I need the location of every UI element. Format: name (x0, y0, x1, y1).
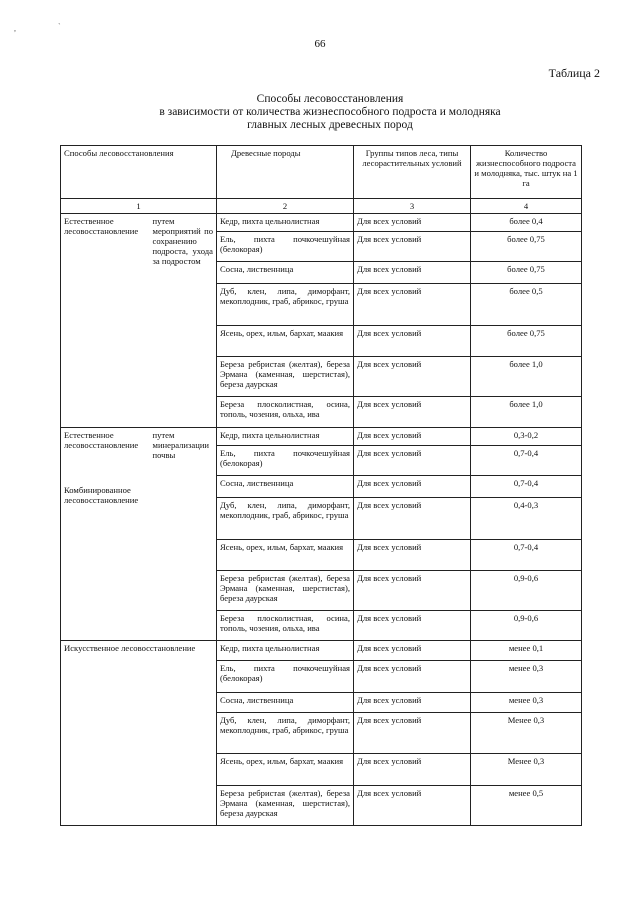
quantity-cell: более 0,4 (471, 214, 582, 232)
method-label: Естественное лесовосстановление (64, 430, 139, 450)
conditions-cell: Для всех условий (354, 428, 471, 446)
method-extra-label: Комбинированное лесовосстановление (64, 485, 139, 505)
scan-speck: ` (58, 22, 61, 31)
conditions-cell: Для всех условий (354, 661, 471, 693)
quantity-cell: более 0,75 (471, 262, 582, 284)
method-label: Естественное лесовосстановление (64, 216, 139, 236)
quantity-cell: Менее 0,3 (471, 713, 582, 754)
species-cell: Дуб, клен, липа, диморфант, мекоплодник, граб, абрикос, груша (217, 498, 354, 540)
column-number: 3 (354, 199, 471, 214)
quantity-cell: более 0,75 (471, 326, 582, 357)
species-cell: Береза плосколистная, осина, тополь, чозения, ольха, ива (217, 397, 354, 428)
species-cell: Дуб, клен, липа, диморфант, мекоплодник, граб, абрикос, груша (217, 284, 354, 326)
conditions-cell: Для всех условий (354, 693, 471, 713)
method-cell: Искусственное лесовосстановление (61, 641, 217, 826)
species-cell: Ель, пихта почкочешуйная (белокорая) (217, 446, 354, 476)
conditions-cell: Для всех условий (354, 571, 471, 611)
species-cell: Ель, пихта почкочешуйная (белокорая) (217, 232, 354, 262)
table-row (61, 641, 582, 661)
column-number: 2 (217, 199, 354, 214)
table-label: Таблица 2 (548, 66, 600, 80)
header-row (61, 146, 582, 199)
species-cell: Сосна, лиственница (217, 262, 354, 284)
conditions-cell: Для всех условий (354, 397, 471, 428)
species-cell: Кедр, пихта цельнолистная (217, 641, 354, 661)
species-cell: Береза ребристая (желтая), береза Эрмана (каменная, шерстистая), береза даурская (217, 786, 354, 826)
column-number-row (61, 199, 582, 214)
species-cell: Ясень, орех, ильм, бархат, маакия (217, 540, 354, 571)
conditions-cell: Для всех условий (354, 357, 471, 397)
quantity-cell: 0,9-0,6 (471, 571, 582, 611)
quantity-cell: менее 0,3 (471, 693, 582, 713)
header-quantity: Количество жизнеспособного подроста и молодняка, тыс. штук на 1 га (471, 146, 582, 199)
conditions-cell: Для всех условий (354, 786, 471, 826)
sub-method-cell: путем минерализации почвы (150, 428, 217, 641)
reforestation-table (60, 145, 582, 826)
scan-speck: , (14, 24, 16, 33)
table-row (61, 428, 582, 446)
conditions-cell: Для всех условий (354, 498, 471, 540)
species-cell: Сосна, лиственница (217, 476, 354, 498)
method-cell (61, 428, 150, 641)
quantity-cell: 0,4-0,3 (471, 498, 582, 540)
table-title (60, 93, 600, 132)
quantity-cell: 0,7-0,4 (471, 476, 582, 498)
quantity-cell: 0,3-0,2 (471, 428, 582, 446)
quantity-cell: более 0,75 (471, 232, 582, 262)
quantity-cell: 0,9-0,6 (471, 611, 582, 641)
table-row (61, 214, 582, 232)
conditions-cell: Для всех условий (354, 641, 471, 661)
quantity-cell: более 1,0 (471, 397, 582, 428)
conditions-cell: Для всех условий (354, 326, 471, 357)
title-line: Способы лесовосстановления (256, 93, 404, 105)
sub-method-cell: путем мероприятий по сохранению подроста, ухода за подростом (150, 214, 217, 428)
quantity-cell: менее 0,5 (471, 786, 582, 826)
column-number: 4 (471, 199, 582, 214)
title-line: главных лесных древесных пород (247, 119, 413, 131)
species-cell: Береза ребристая (желтая), береза Эрмана (каменная, шерстистая), береза даурская (217, 357, 354, 397)
conditions-cell: Для всех условий (354, 754, 471, 786)
species-cell: Сосна, лиственница (217, 693, 354, 713)
quantity-cell: Менее 0,3 (471, 754, 582, 786)
species-cell: Кедр, пихта цельнолистная (217, 214, 354, 232)
title-line: в зависимости от количества жизнеспособного подроста и молодняка (159, 106, 501, 118)
species-cell: Береза плосколистная, осина, тополь, чозения, ольха, ива (217, 611, 354, 641)
quantity-cell: 0,7-0,4 (471, 540, 582, 571)
conditions-cell: Для всех условий (354, 232, 471, 262)
method-cell (61, 214, 150, 428)
conditions-cell: Для всех условий (354, 540, 471, 571)
conditions-cell: Для всех условий (354, 611, 471, 641)
conditions-cell: Для всех условий (354, 446, 471, 476)
species-cell: Дуб, клен, липа, диморфант, мекоплодник, граб, абрикос, груша (217, 713, 354, 754)
species-cell: Береза ребристая (желтая), береза Эрмана (каменная, шерстистая), береза даурская (217, 571, 354, 611)
species-cell: Кедр, пихта цельнолистная (217, 428, 354, 446)
quantity-cell: менее 0,3 (471, 661, 582, 693)
quantity-cell: более 0,5 (471, 284, 582, 326)
conditions-cell: Для всех условий (354, 262, 471, 284)
conditions-cell: Для всех условий (354, 713, 471, 754)
quantity-cell: менее 0,1 (471, 641, 582, 661)
page-number: 66 (314, 38, 326, 50)
species-cell: Ясень, орех, ильм, бархат, маакия (217, 754, 354, 786)
species-cell: Ясень, орех, ильм, бархат, маакия (217, 326, 354, 357)
header-methods: Способы лесовосстановления (61, 146, 217, 199)
conditions-cell: Для всех условий (354, 476, 471, 498)
header-species: Древесные породы (217, 146, 354, 199)
column-number: 1 (61, 199, 217, 214)
conditions-cell: Для всех условий (354, 284, 471, 326)
header-forest-types: Группы типов леса, типы лесорастительных условий (354, 146, 471, 199)
species-cell: Ель, пихта почкочешуйная (белокорая) (217, 661, 354, 693)
quantity-cell: более 1,0 (471, 357, 582, 397)
conditions-cell: Для всех условий (354, 214, 471, 232)
quantity-cell: 0,7-0,4 (471, 446, 582, 476)
